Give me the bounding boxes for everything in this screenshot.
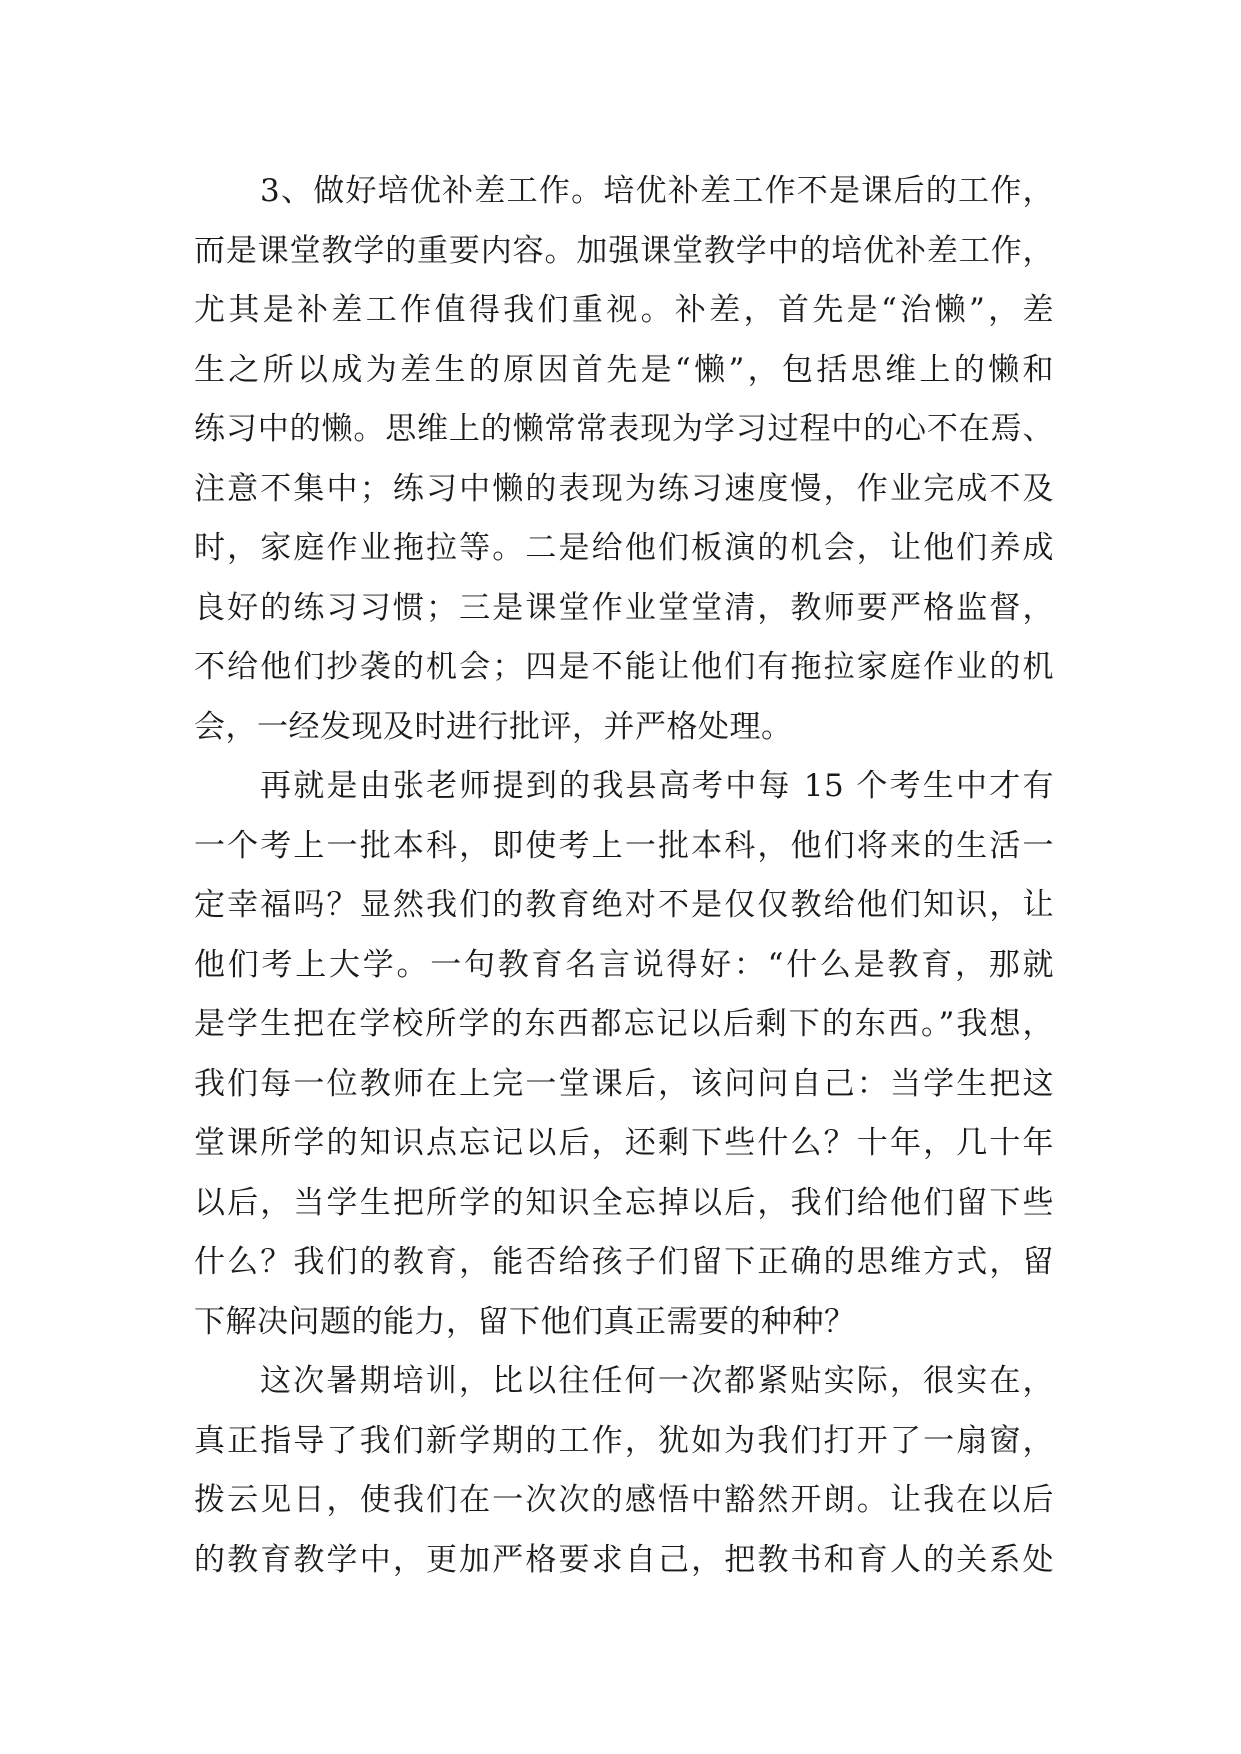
paragraph-remedial-work — [194, 162, 1054, 757]
text-line: 堂课所学的知识点忘记以后，还剩下些什么？十年，几十年 — [194, 1125, 1054, 1161]
text-line: 生之所以成为差生的原因首先是“懒”，包括思维上的懒和 — [194, 351, 1054, 388]
text-line: 会，一经发现及时进行批评，并严格处理。 — [194, 708, 793, 745]
text-line: 3、做好培优补差工作。培优补差工作不是课后的工作， — [260, 173, 1054, 209]
text-line: 是学生把在学校所学的东西都忘记以后剩下的东西。”我想， — [194, 1006, 1054, 1042]
text-line: 什么？我们的教育，能否给孩子们留下正确的思维方式，留 — [194, 1244, 1054, 1280]
text-line: 良好的练习习惯；三是课堂作业堂堂清，教师要严格监督， — [194, 589, 1054, 626]
text-line: 不给他们抄袭的机会；四是不能让他们有拖拉家庭作业的机 — [194, 649, 1054, 685]
document-body — [194, 162, 1054, 1590]
text-line: 拨云见日，使我们在一次次的感悟中豁然开朗。让我在以后 — [194, 1482, 1054, 1518]
text-line: 定幸福吗？显然我们的教育绝对不是仅仅教给他们知识，让 — [194, 887, 1054, 923]
text-line: 时，家庭作业拖拉等。二是给他们板演的机会，让他们养成 — [194, 530, 1054, 566]
text-line: 注意不集中；练习中懒的表现为练习速度慢，作业完成不及 — [194, 470, 1054, 507]
paragraph-training-summary — [194, 1352, 1054, 1590]
text-line: 下解决问题的能力，留下他们真正需要的种种？ — [194, 1303, 856, 1340]
paragraph-education-meaning — [194, 757, 1054, 1352]
text-line: 而是课堂教学的重要内容。加强课堂教学中的培优补差工作， — [194, 232, 1054, 269]
text-line: 我们每一位教师在上完一堂课后，该问问自己：当学生把这 — [194, 1065, 1054, 1102]
text-line: 练习中的懒。思维上的懒常常表现为学习过程中的心不在焉、 — [194, 411, 1054, 447]
text-line: 的教育教学中，更加严格要求自己，把教书和育人的关系处 — [194, 1541, 1054, 1578]
text-line: 这次暑期培训，比以往任何一次都紧贴实际，很实在， — [260, 1363, 1054, 1399]
text-line: 真正指导了我们新学期的工作，犹如为我们打开了一扇窗， — [194, 1422, 1054, 1459]
text-line: 以后，当学生把所学的知识全忘掉以后，我们给他们留下些 — [194, 1184, 1054, 1221]
text-line: 一个考上一批本科，即使考上一批本科，他们将来的生活一 — [194, 827, 1054, 864]
text-line: 尤其是补差工作值得我们重视。补差，首先是“治懒”，差 — [194, 292, 1054, 328]
text-line: 再就是由张老师提到的我县高考中每 15 个考生中才有 — [260, 768, 1054, 804]
text-line: 他们考上大学。一句教育名言说得好：“什么是教育，那就 — [194, 946, 1054, 983]
